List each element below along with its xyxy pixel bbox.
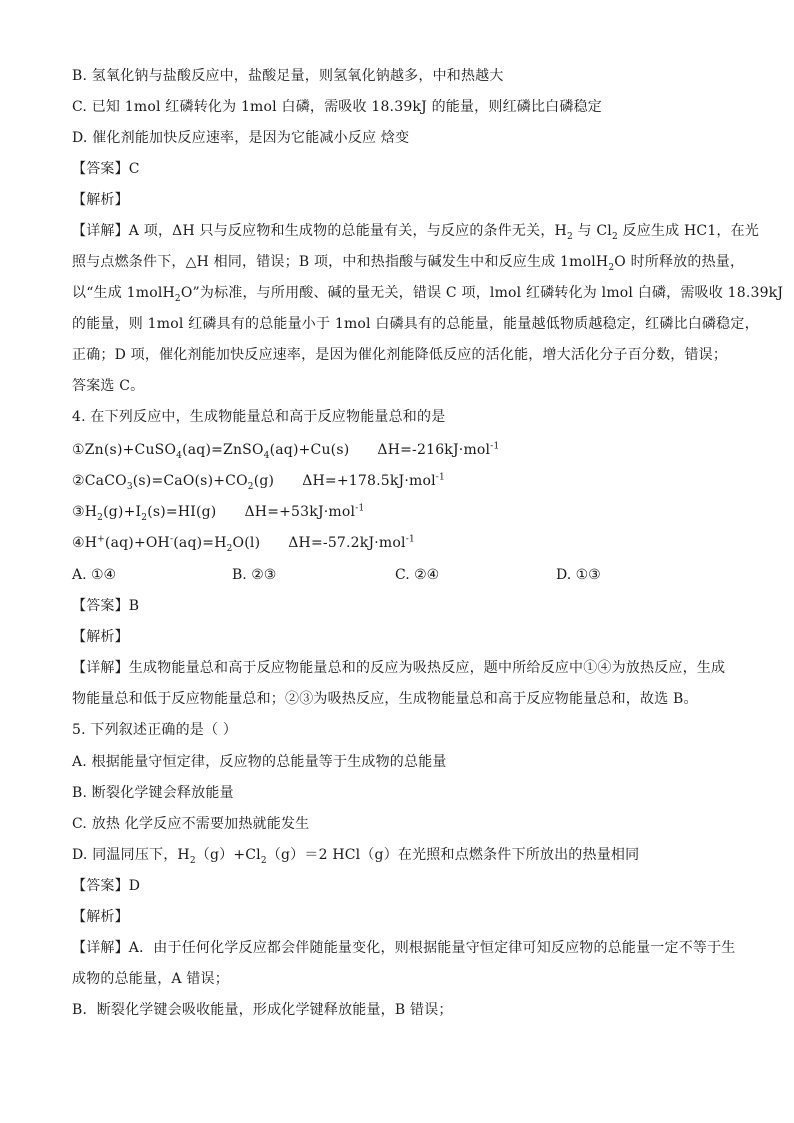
- q3-option-b: B. 氢氧化钠与盐酸反应中，盐酸足量，则氢氧化钠越多，中和热越大: [72, 68, 504, 84]
- q4-answer: 【答案】B: [72, 598, 140, 614]
- q4-option-c: C. ②④: [395, 567, 440, 583]
- q5-option-c: C. 放热 化学反应不需要加热就能发生: [72, 816, 310, 832]
- q5-analysis-label: 【解析】: [72, 909, 129, 925]
- q3-detail-line: 照与点燃条件下，△H 相同，错误；B 项，中和热指酸与碱发生中和反应生成 1molH$_2$O 时所释放的热量，: [72, 254, 745, 273]
- q4-detail-line: 物能量总和低于反应物能量总和；②③为吸热反应，生成物能量总和高于反应物能量总和，故选 B。: [72, 691, 698, 707]
- q3-option-d: D. 催化剂能加快反应速率，是因为它能减小反应 焓变: [72, 130, 410, 146]
- q3-detail-line: 正确；D 项，催化剂能加快反应速率，是因为催化剂能降低反应的活化能，增大活化分子百分数，错误；: [72, 347, 728, 363]
- q4-reaction-1: ①Zn(s)+CuSO$_4$(aq)=ZnSO$_4$(aq)+Cu(s) ΔH=-216kJ·mol$^{-1}$: [72, 441, 500, 461]
- q4-option-d: D. ①③: [556, 567, 601, 583]
- q5-option-a: A. 根据能量守恒定律，反应物的总能量等于生成物的总能量: [72, 754, 447, 770]
- q4-reaction-2: $②CaCO_3(s)=CaO(s)+CO_2(g)$ ΔH=+178.5kJ·mol$^{-1}$: [72, 472, 445, 492]
- q4-reaction-4: $④H^+(aq)+OH^-(aq)=H_2O(l)$ ΔH=-57.2kJ·mol$^{-1}$: [72, 534, 415, 554]
- q5-detail-line: B．断裂化学键会吸收能量，形成化学键释放能量，B 错误；: [72, 1002, 453, 1018]
- q3-detail-line: 【详解】A 项，ΔH 只与反应物和生成物的总能量有关，与反应的条件无关，$H_2$ 与 $Cl_2$ 反应生成 HC1，在光: [72, 223, 760, 242]
- q5-answer: 【答案】D: [72, 878, 141, 894]
- q3-detail-line: 以“生成 1molH$_2$O”为标准，与所用酸、碱的量无关，错误 C 项，lmol 红磷转化为 lmol 白磷，需吸收 18.39kJ: [72, 285, 784, 304]
- q4-reaction-3: $③H_2(g)+I_2(s)=HI(g)$ ΔH=+53kJ·mol$^{-1}$: [72, 503, 365, 523]
- q4-analysis-label: 【解析】: [72, 629, 129, 645]
- q3-option-c: C. 已知 1mol 红磷转化为 1mol 白磷，需吸收 18.39kJ 的能量，则红磷比白磷稳定: [72, 99, 602, 115]
- q4-detail-line: 【详解】生成物能量总和高于反应物能量总和的反应为吸热反应，题中所给反应中①④为放热反应，生成: [72, 660, 726, 676]
- q3-answer: 【答案】C: [72, 161, 140, 177]
- q5-detail-line: 【详解】A．由于任何化学反应都会伴随能量变化，则根据能量守恒定律可知反应物的总能量一定不等于生: [72, 940, 736, 956]
- q5-detail-line: 成物的总能量，A 错误；: [72, 971, 229, 987]
- q3-detail-line: 的能量，则 1mol 红磷具有的总能量小于 1mol 白磷具有的总能量，能量越低物质越稳定，红磷比白磷稳定，: [72, 316, 759, 332]
- q3-analysis-label: 【解析】: [72, 192, 129, 208]
- q4-option-a: A. ①④: [72, 567, 117, 583]
- q3-detail-line: 答案选 C。: [72, 378, 145, 394]
- q5-option-d: D. 同温同压下，$H_2(g)+Cl_2(g)=2$ HCl（g）在光照和点燃条件下所放出的热量相同: [72, 847, 640, 866]
- q4-option-b: B. ②③: [232, 567, 277, 583]
- q5-stem: 5. 下列叙述正确的是（ ）: [72, 722, 238, 738]
- q5-option-b: B. 断裂化学键会释放能量: [72, 785, 234, 801]
- q4-stem: 4. 在下列反应中，生成物能量总和高于反应物能量总和的是: [72, 409, 446, 425]
